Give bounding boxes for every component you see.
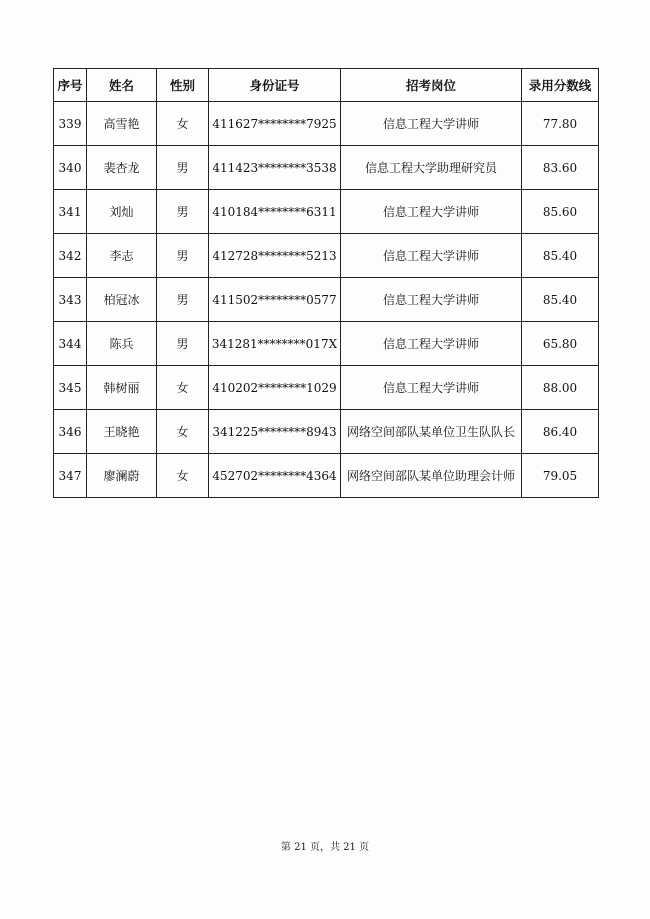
- cell-id-number: 341225********8943: [209, 410, 341, 454]
- cell-gender: 女: [157, 366, 209, 410]
- cell-position: 信息工程大学讲师: [341, 234, 522, 278]
- cell-id-number: 341281********017X: [209, 322, 341, 366]
- cell-position: 信息工程大学讲师: [341, 278, 522, 322]
- cell-score: 65.80: [522, 322, 599, 366]
- table-row: [54, 322, 599, 366]
- header-score-line: 录用分数线: [522, 69, 599, 102]
- cell-position: 网络空间部队某单位助理会计师: [341, 454, 522, 498]
- header-name: 姓名: [87, 69, 157, 102]
- cell-name: 廖澜蔚: [87, 454, 157, 498]
- header-position: 招考岗位: [341, 69, 522, 102]
- cell-id-number: 412728********5213: [209, 234, 341, 278]
- table-row: [54, 102, 599, 146]
- cell-index: 339: [54, 102, 87, 146]
- header-gender: 性别: [157, 69, 209, 102]
- table-header-row: [54, 69, 599, 102]
- cell-id-number: 410202********1029: [209, 366, 341, 410]
- cell-position: 网络空间部队某单位卫生队队长: [341, 410, 522, 454]
- header-index: 序号: [54, 69, 87, 102]
- cell-index: 345: [54, 366, 87, 410]
- cell-score: 83.60: [522, 146, 599, 190]
- cell-score: 77.80: [522, 102, 599, 146]
- table-row: [54, 454, 599, 498]
- cell-name: 韩树丽: [87, 366, 157, 410]
- cell-name: 王晓艳: [87, 410, 157, 454]
- cell-index: 341: [54, 190, 87, 234]
- cell-index: 346: [54, 410, 87, 454]
- cell-gender: 男: [157, 146, 209, 190]
- cell-index: 342: [54, 234, 87, 278]
- table-row: [54, 366, 599, 410]
- cell-id-number: 452702********4364: [209, 454, 341, 498]
- cell-gender: 女: [157, 102, 209, 146]
- cell-name: 柏冠冰: [87, 278, 157, 322]
- cell-gender: 女: [157, 410, 209, 454]
- table-row: [54, 234, 599, 278]
- cell-name: 李志: [87, 234, 157, 278]
- cell-position: 信息工程大学讲师: [341, 190, 522, 234]
- cell-name: 刘灿: [87, 190, 157, 234]
- cell-position: 信息工程大学讲师: [341, 102, 522, 146]
- cell-index: 347: [54, 454, 87, 498]
- cell-index: 344: [54, 322, 87, 366]
- cell-name: 陈兵: [87, 322, 157, 366]
- cell-score: 85.60: [522, 190, 599, 234]
- cell-id-number: 411627********7925: [209, 102, 341, 146]
- cell-score: 85.40: [522, 278, 599, 322]
- header-id-number: 身份证号: [209, 69, 341, 102]
- cell-score: 85.40: [522, 234, 599, 278]
- cell-gender: 男: [157, 190, 209, 234]
- cell-position: 信息工程大学讲师: [341, 366, 522, 410]
- cell-id-number: 410184********6311: [209, 190, 341, 234]
- recruitment-table: [53, 68, 599, 498]
- cell-gender: 男: [157, 278, 209, 322]
- cell-gender: 男: [157, 322, 209, 366]
- cell-gender: 女: [157, 454, 209, 498]
- cell-index: 340: [54, 146, 87, 190]
- cell-id-number: 411502********0577: [209, 278, 341, 322]
- cell-score: 88.00: [522, 366, 599, 410]
- table-row: [54, 146, 599, 190]
- cell-score: 79.05: [522, 454, 599, 498]
- cell-id-number: 411423********3538: [209, 146, 341, 190]
- cell-index: 343: [54, 278, 87, 322]
- page-number-footer: 第 21 页，共 21 页: [280, 842, 370, 853]
- table-row: [54, 190, 599, 234]
- cell-score: 86.40: [522, 410, 599, 454]
- cell-position: 信息工程大学讲师: [341, 322, 522, 366]
- cell-position: 信息工程大学助理研究员: [341, 146, 522, 190]
- table-row: [54, 410, 599, 454]
- cell-gender: 男: [157, 234, 209, 278]
- cell-name: 裴杏龙: [87, 146, 157, 190]
- cell-name: 高雪艳: [87, 102, 157, 146]
- table-row: [54, 278, 599, 322]
